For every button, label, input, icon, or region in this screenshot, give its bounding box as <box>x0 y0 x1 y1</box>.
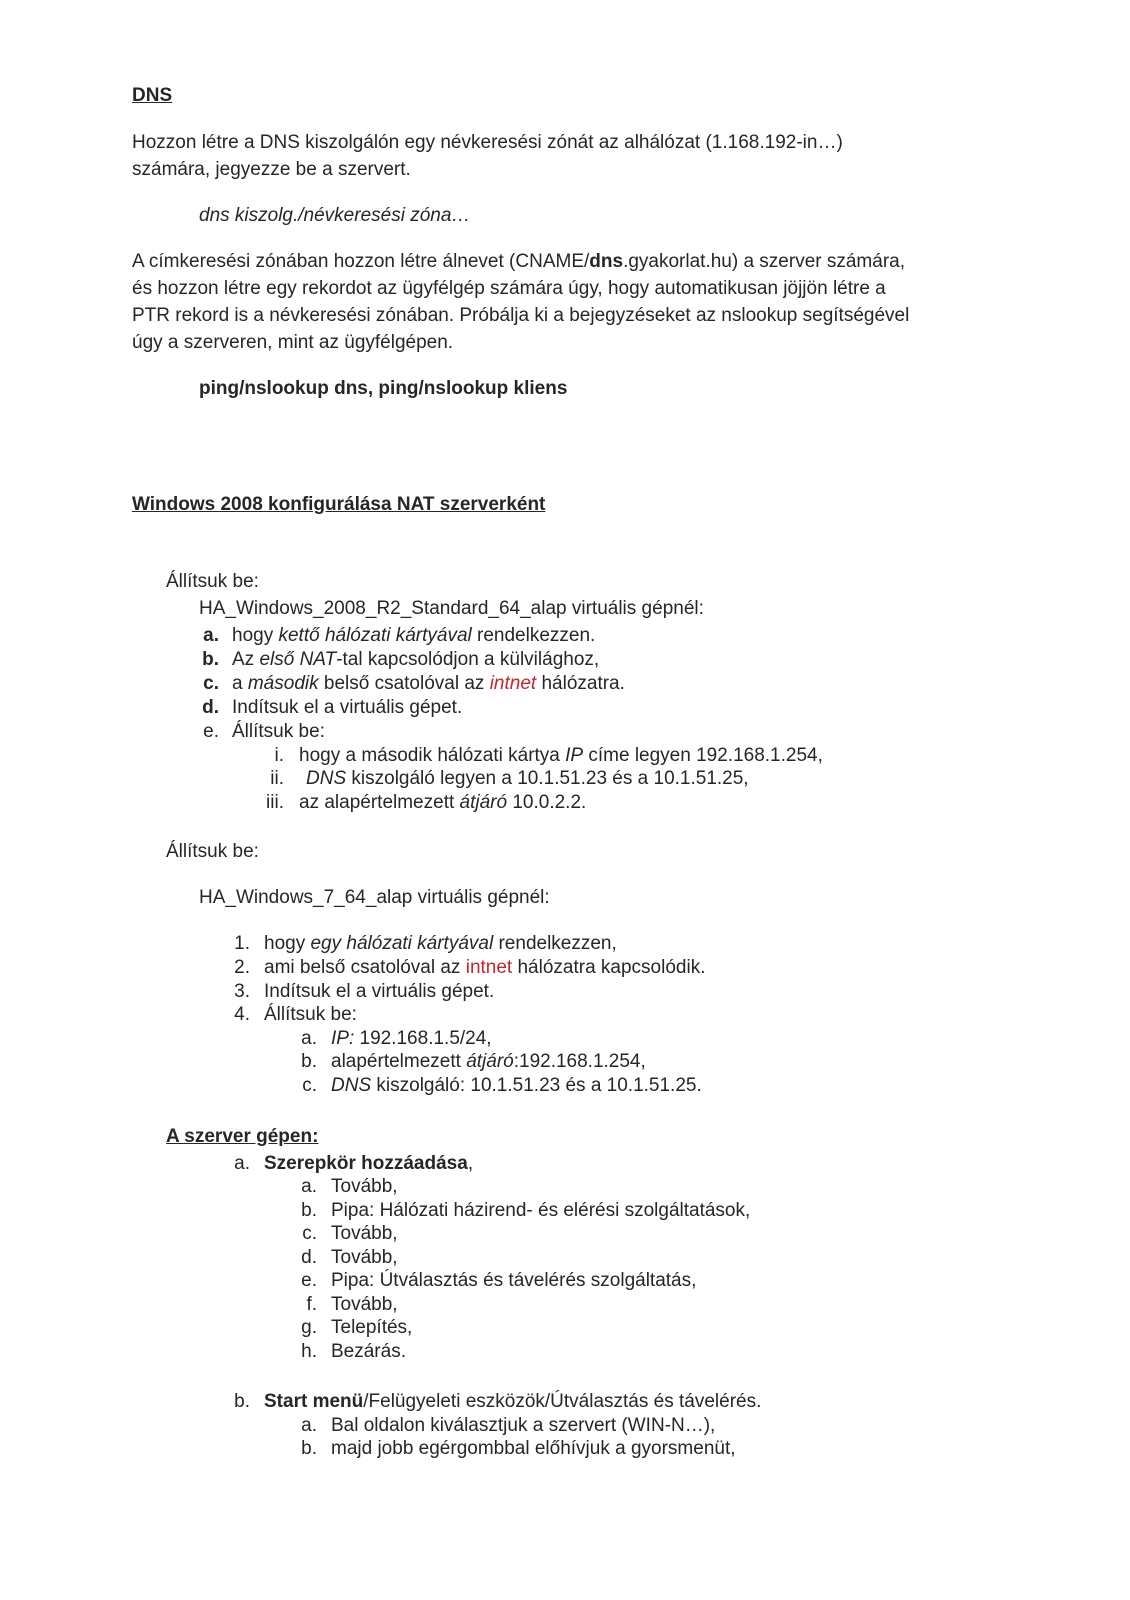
text-run: ami belső csatolóval az <box>264 957 466 978</box>
italic-run: átjáró <box>466 1051 514 1072</box>
text-run: Állítsuk be: <box>264 1004 357 1025</box>
list-marker: b. <box>301 1200 317 1221</box>
step-a-item <box>292 1293 398 1317</box>
set1-item-e <box>199 720 325 744</box>
text-run: rendelkezzen, <box>493 933 617 954</box>
list-marker: 1. <box>234 933 250 954</box>
text-run: Tovább, <box>331 1294 398 1315</box>
text-run: Indítsuk el a virtuális gépet. <box>232 697 463 718</box>
text-run: -tal kapcsolódjon a külvilághoz, <box>336 649 600 670</box>
italic-run: második <box>247 673 319 694</box>
list-marker: 3. <box>234 981 250 1002</box>
italic-run: átjáró <box>459 792 508 813</box>
dns-paragraph-2-line-2: és hozzon létre egy rekordot az ügyfélgép számára úgy, hogy automatikusan jöjjön létre a <box>132 278 886 299</box>
set1-sub-iii <box>250 791 586 815</box>
text-run: Tovább, <box>331 1247 398 1268</box>
dns-paragraph-2-line-4: úgy a szerveren, mint az ügyfélgépen. <box>132 332 454 353</box>
text-run: alapértelmezett <box>331 1051 467 1072</box>
italic-run: IP: <box>331 1028 355 1049</box>
text-run: címe legyen 192.168.1.254, <box>583 745 823 766</box>
set1-intro: Állítsuk be: <box>166 571 259 592</box>
set1-item-d <box>199 696 462 720</box>
dns-paragraph-2-line-1 <box>132 250 905 274</box>
text-run: hogy <box>232 625 279 646</box>
list-marker: b. <box>301 1051 317 1072</box>
text-run: Pipa: Hálózati házirend- és elérési szolgáltatások, <box>331 1200 751 1221</box>
server-step-a <box>226 1152 473 1176</box>
server-heading: A szerver gépen: <box>166 1126 319 1147</box>
step-a-item <box>292 1340 406 1364</box>
set2-item-2 <box>226 956 705 980</box>
set1-item-b <box>199 648 599 672</box>
list-marker: f. <box>306 1294 317 1315</box>
text-run: rendelkezzen. <box>471 625 596 646</box>
text-run: .gyakorlat.hu) a szerver számára, <box>623 251 906 272</box>
text-run: Tovább, <box>331 1223 398 1244</box>
list-marker: iii. <box>266 792 284 813</box>
text-run: Állítsuk be: <box>232 721 325 742</box>
dns-paragraph-2-line-3: PTR rekord is a névkeresési zónában. Próbálja ki a bejegyzéseket az nslookup segítségével <box>132 305 910 326</box>
set1-sub-i <box>250 744 823 768</box>
bold-run: Szerepkör hozzáadása <box>264 1153 468 1174</box>
nat-heading: Windows 2008 konfigurálása NAT szerverként <box>132 494 546 515</box>
italic-run: kettő hálózati kártyával <box>278 625 472 646</box>
set2-sub-c <box>292 1074 702 1098</box>
step-a-item <box>292 1175 398 1199</box>
text-run: 192.168.1.5/24, <box>354 1028 492 1049</box>
italic-run: DNS <box>306 768 347 789</box>
list-marker: a. <box>301 1415 317 1436</box>
network-name: intnet <box>465 957 513 978</box>
text-run: 10.0.2.2. <box>507 792 587 813</box>
list-marker: a. <box>203 625 219 646</box>
list-marker: b. <box>202 649 219 670</box>
text-run: hálózatra. <box>536 673 625 694</box>
dns-heading: DNS <box>132 85 173 106</box>
list-marker: a. <box>301 1028 317 1049</box>
set2-item-3 <box>226 980 494 1004</box>
text-run: Telepítés, <box>331 1317 413 1338</box>
list-marker: c. <box>302 1223 317 1244</box>
list-marker: i. <box>274 745 284 766</box>
italic-run: DNS <box>331 1075 372 1096</box>
list-marker: b. <box>301 1438 317 1459</box>
list-marker: c. <box>302 1075 317 1096</box>
list-marker: c. <box>203 673 219 694</box>
text-run: Indítsuk el a virtuális gépet. <box>264 981 495 1002</box>
italic-run: első NAT <box>259 649 337 670</box>
set1-item-a <box>199 624 595 648</box>
text-run: majd jobb egérgombbal előhívjuk a gyorsmenüt, <box>331 1438 736 1459</box>
text-run: Tovább, <box>331 1176 398 1197</box>
text-run: Az <box>232 649 260 670</box>
step-b-item <box>292 1437 736 1461</box>
set2-item-1 <box>226 932 617 956</box>
server-step-b <box>226 1390 761 1414</box>
list-marker: d. <box>301 1247 317 1268</box>
text-run: hogy <box>264 933 311 954</box>
step-b-item <box>292 1414 715 1438</box>
set1-item-c <box>199 672 625 696</box>
text-run: a <box>232 673 248 694</box>
list-marker: e. <box>203 721 219 742</box>
dns-paragraph-1-line-1: Hozzon létre a DNS kiszolgálón egy névkeresési zónát az alhálózat (1.168.192-in…) <box>132 132 843 153</box>
list-marker: a. <box>234 1153 250 1174</box>
dns-command: ping/nslookup dns, ping/nslookup kliens <box>199 378 568 399</box>
list-marker: e. <box>301 1270 317 1291</box>
text-run: hálózatra kapcsolódik. <box>512 957 706 978</box>
set1-sub-ii <box>250 767 749 791</box>
step-a-item <box>292 1246 398 1270</box>
set2-sub-b <box>292 1050 646 1074</box>
list-marker: a. <box>301 1176 317 1197</box>
text-run: hogy a második hálózati kártya <box>299 745 566 766</box>
list-marker: 4. <box>234 1004 250 1025</box>
text-run: Bezárás. <box>331 1341 406 1362</box>
dns-paragraph-1-line-2: számára, jegyezze be a szervert. <box>132 159 411 180</box>
text-run: kiszolgáló legyen a 10.1.51.23 és a 10.1.51.25, <box>346 768 749 789</box>
list-marker: b. <box>234 1391 250 1412</box>
italic-run: egy hálózati kártyával <box>310 933 494 954</box>
bold-run: dns <box>589 251 624 272</box>
text-run: Pipa: Útválasztás és távelérés szolgáltatás, <box>331 1270 697 1291</box>
dns-path-note: dns kiszolg./névkeresési zóna… <box>199 205 471 226</box>
list-marker: h. <box>301 1341 317 1362</box>
step-a-item <box>292 1199 750 1223</box>
text-run: /Felügyeleti eszközök/Útválasztás és távelérés. <box>363 1391 762 1412</box>
text-run: az alapértelmezett <box>299 792 460 813</box>
set1-vm-name: HA_Windows_2008_R2_Standard_64_alap virtuális gépnél: <box>199 598 704 619</box>
text-run: , <box>467 1153 474 1174</box>
step-a-item <box>292 1316 412 1340</box>
list-marker: d. <box>202 697 219 718</box>
step-a-item <box>292 1222 398 1246</box>
set2-sub-a <box>292 1027 492 1051</box>
list-marker: ii. <box>270 768 284 789</box>
set2-item-4 <box>226 1003 357 1027</box>
network-name: intnet <box>489 673 537 694</box>
step-a-item <box>292 1269 696 1293</box>
set2-intro: Állítsuk be: <box>166 841 259 862</box>
bold-run: Start menü <box>264 1391 364 1412</box>
text-run: A címkeresési zónában hozzon létre álnevet (CNAME/ <box>132 251 590 272</box>
text-run: Bal oldalon kiválasztjuk a szervert (WIN-N…), <box>331 1415 716 1436</box>
set2-vm-name: HA_Windows_7_64_alap virtuális gépnél: <box>199 887 550 908</box>
text-run: kiszolgáló: 10.1.51.23 és a 10.1.51.25. <box>371 1075 702 1096</box>
list-marker: 2. <box>234 957 250 978</box>
text-run: :192.168.1.254, <box>513 1051 646 1072</box>
italic-run: IP <box>565 745 584 766</box>
text-run: belső csatolóval az <box>318 673 490 694</box>
list-marker: g. <box>301 1317 317 1338</box>
